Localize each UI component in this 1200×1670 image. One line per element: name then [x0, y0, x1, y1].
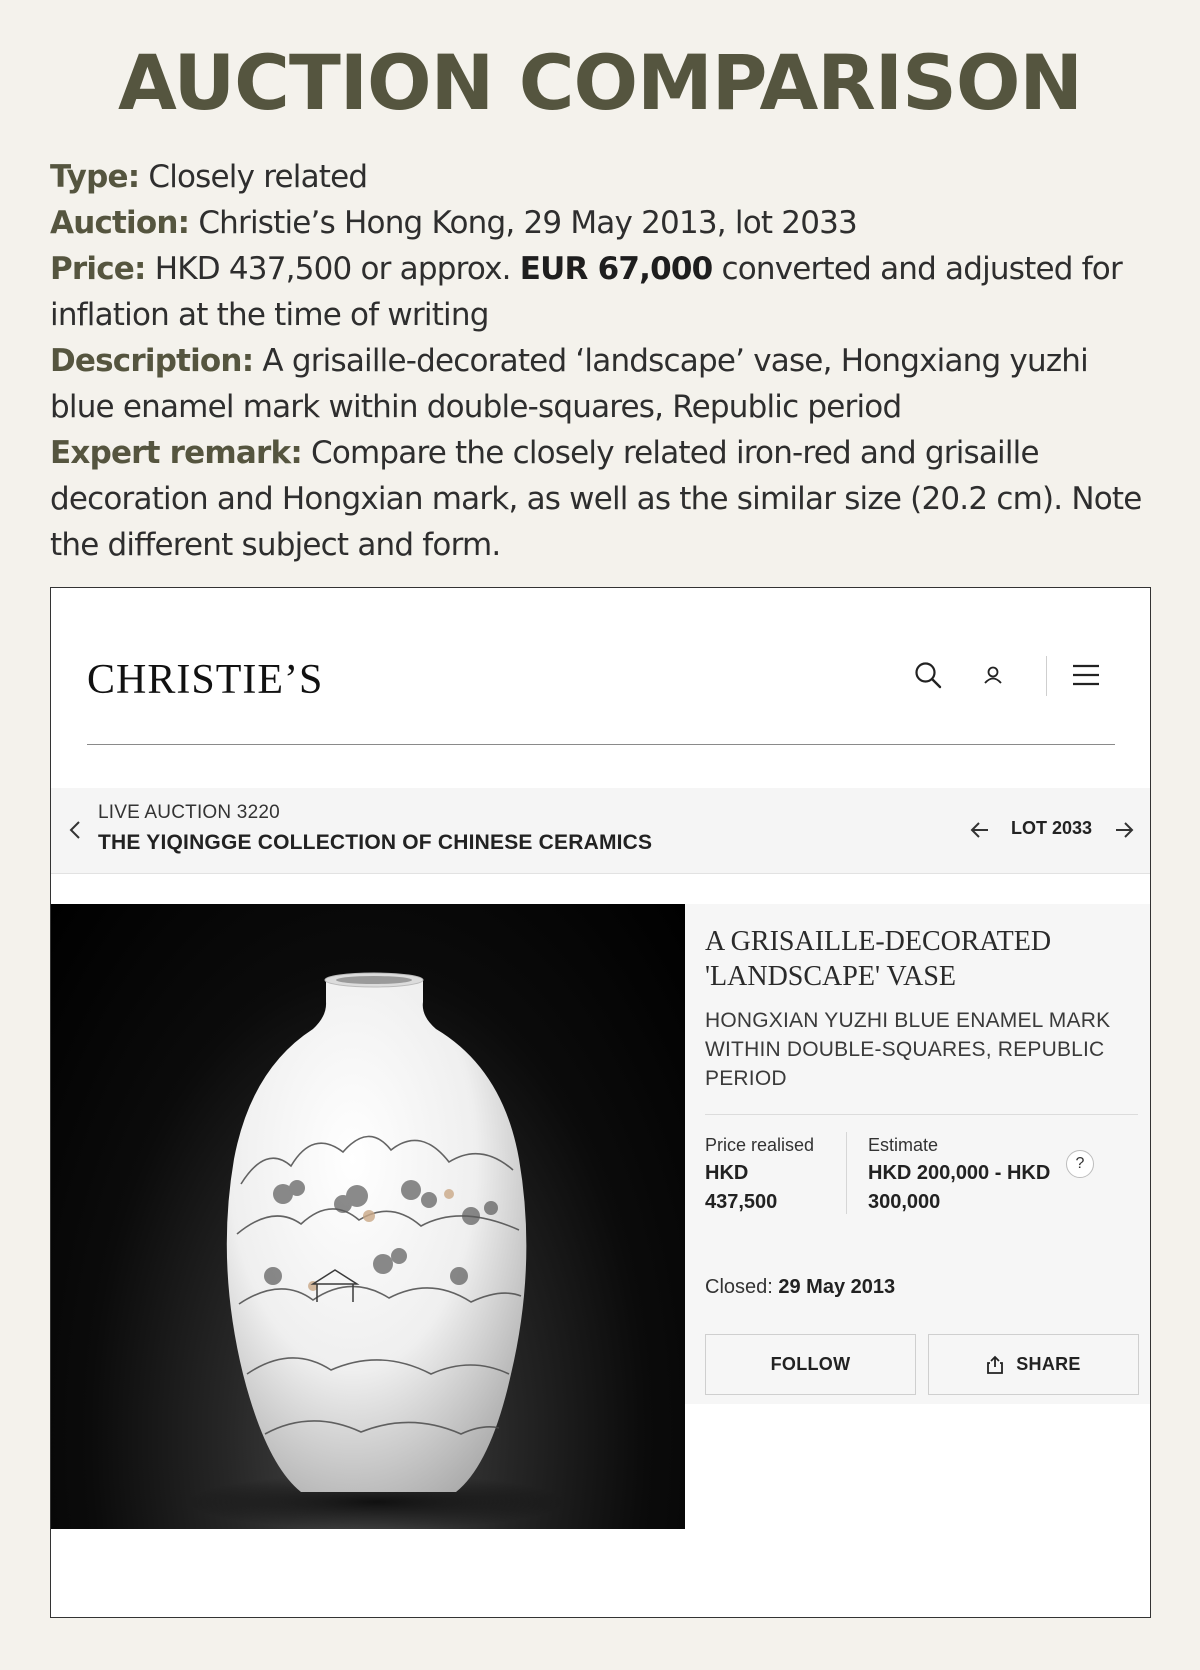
comparison-info [50, 154, 1160, 568]
account-icon[interactable] [978, 660, 1008, 690]
price-realised-line1: HKD [705, 1162, 749, 1184]
page-heading: AUCTION COMPARISON [117, 38, 1083, 127]
lot-subtitle: HONGXIAN YUZHI BLUE ENAMEL MARK WITHIN DOUBLE-SQUARES, REPUBLIC PERIOD [705, 1009, 1111, 1090]
details-divider [705, 1114, 1138, 1115]
type-row [50, 154, 1160, 200]
type-label: Type: [50, 159, 140, 195]
vase-illustration [51, 904, 685, 1529]
description-value: A grisaille-decorated ‘landscape’ vase, Hongxiang yuzhi blue enamel mark within double-squares, Republic period [50, 343, 1088, 425]
estimate-value [868, 1159, 1050, 1217]
header-rule [87, 744, 1115, 745]
price-note: converted and adjusted for inflation at the time of writing [50, 251, 1122, 333]
price-realised-value [705, 1159, 777, 1217]
type-value: Closely related [148, 159, 368, 195]
lot-title-line2: 'LANDSCAPE' VASE [705, 961, 957, 992]
christies-screenshot [50, 587, 1151, 1618]
price-hkd: HKD 437,500 or approx. [154, 251, 511, 287]
arrow-left-icon[interactable] [969, 818, 991, 842]
follow-label: FOLLOW [770, 1354, 851, 1374]
remark-value: Compare the closely related iron-red and grisaille decoration and Hongxian mark, as well as the similar size (20.2 cm). Note the different subject and form. [50, 435, 1142, 563]
share-button[interactable] [928, 1334, 1139, 1395]
estimate-line1: HKD 200,000 - HKD [868, 1162, 1051, 1184]
auction-value: Christie’s Hong Kong, 29 May 2013, lot 2033 [198, 205, 857, 241]
search-icon[interactable] [913, 660, 943, 690]
lot-title-line1: A GRISAILLE-DECORATED [705, 926, 1052, 957]
estimate-help-button[interactable]: ? [1066, 1150, 1094, 1178]
arrow-right-icon[interactable] [1113, 818, 1135, 842]
estimate-line2: 300,000 [868, 1191, 941, 1213]
menu-icon[interactable] [1071, 660, 1101, 690]
estimate-label: Estimate [868, 1135, 939, 1155]
description-row [50, 338, 1160, 430]
sale-bar [51, 788, 1151, 874]
auction-row [50, 200, 1160, 246]
share-icon [986, 1355, 1004, 1375]
price-row [50, 246, 1160, 338]
price-divider [846, 1132, 847, 1214]
price-realised-label: Price realised [705, 1135, 815, 1155]
header-divider [1046, 656, 1047, 696]
closed-date [705, 1276, 895, 1299]
sale-number: LIVE AUCTION 3220 [98, 802, 280, 823]
follow-button[interactable] [705, 1334, 916, 1395]
remark-label: Expert remark: [50, 435, 302, 471]
closed-value: 29 May 2013 [778, 1276, 896, 1298]
remark-row [50, 430, 1160, 568]
share-label: SHARE [1016, 1354, 1081, 1374]
christies-logo[interactable]: CHRISTIE’S [87, 657, 324, 703]
lot-number: LOT 2033 [1011, 818, 1093, 838]
closed-label: Closed: [705, 1276, 773, 1298]
lot-image[interactable] [51, 904, 685, 1529]
price-realised-line2: 437,500 [705, 1191, 778, 1213]
lot-title [705, 924, 1135, 994]
sale-title-link[interactable]: THE YIQINGGE COLLECTION OF CHINESE CERAMICS [98, 831, 653, 854]
description-label: Description: [50, 343, 254, 379]
price-label: Price: [50, 251, 146, 287]
chevron-left-icon[interactable] [65, 818, 85, 842]
auction-label: Auction: [50, 205, 190, 241]
price-eur: EUR 67,000 [519, 251, 713, 287]
